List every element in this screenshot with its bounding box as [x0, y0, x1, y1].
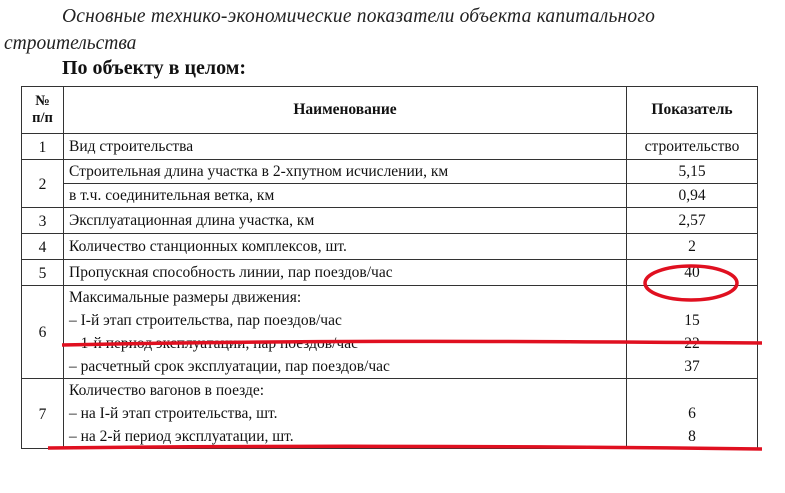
table-row: [22, 260, 758, 286]
row-name: в т.ч. соединительная ветка, км: [64, 184, 627, 208]
caption-line-1: Основные технико-экономические показатели объекта капитального: [62, 6, 656, 27]
row-name: Строительная длина участка в 2-хпутном исчислении, км: [64, 160, 627, 184]
row-value: строительство: [627, 134, 758, 160]
header-value: Показатель: [627, 87, 758, 134]
header-number: [22, 87, 64, 134]
row-number: 6: [22, 286, 64, 379]
table-row: [22, 208, 758, 234]
header-name: Наименование: [64, 87, 627, 134]
row-value: 2: [627, 234, 758, 260]
group-item-value: 37: [684, 358, 700, 375]
row-name: Пропускная способность линии, пар поездов/час: [64, 260, 627, 286]
table-row-group-6: [22, 286, 758, 379]
table-row: [22, 160, 758, 184]
row-number: 3: [22, 208, 64, 234]
table-row: [22, 134, 758, 160]
group-item-value: 15: [684, 312, 700, 329]
group-item-name: – I-й этап строительства, пар поездов/час: [69, 312, 342, 329]
group-item-name: – 1-й период эксплуатации, пар поездов/час: [69, 335, 358, 352]
table-header-row: [22, 87, 758, 134]
group-item-name: – расчетный срок эксплуатации, пар поездов/час: [69, 358, 390, 375]
section-subheading: По объекту в целом:: [62, 57, 247, 79]
row-number: 4: [22, 234, 64, 260]
group-item-name: – на 2-й период эксплуатации, шт.: [69, 428, 294, 445]
group-title: Максимальные размеры движения:: [69, 289, 302, 306]
row-value: 0,94: [627, 184, 758, 208]
row-name: Вид строительства: [64, 134, 627, 160]
table-row-group-7: [22, 379, 758, 449]
group-item-value: 8: [688, 428, 696, 445]
row-number: 2: [22, 160, 64, 208]
row-number: 1: [22, 134, 64, 160]
group-title: Количество вагонов в поезде:: [69, 382, 265, 399]
row-value: 5,15: [627, 160, 758, 184]
group-item-name: – на I-й этап строительства, шт.: [69, 405, 278, 422]
row-value-circled: 40: [627, 260, 758, 286]
group-item-value: 6: [688, 405, 696, 422]
indicators-table: [21, 86, 758, 449]
table-row: [22, 184, 758, 208]
group-7-cell: [64, 379, 627, 449]
row-name: Эксплуатационная длина участка, км: [64, 208, 627, 234]
header-number-top: №: [35, 93, 50, 109]
row-number: 5: [22, 260, 64, 286]
group-6-cell: [64, 286, 627, 379]
row-name: Количество станционных комплексов, шт.: [64, 234, 627, 260]
header-number-bottom: п/п: [32, 110, 53, 126]
table-row: [22, 234, 758, 260]
row-value: 2,57: [627, 208, 758, 234]
row-number: 7: [22, 379, 64, 449]
document-caption: [4, 3, 782, 57]
group-7-values: [627, 379, 758, 449]
group-item-value: 22: [684, 335, 700, 352]
group-6-values: [627, 286, 758, 379]
caption-line-2: строительства: [4, 33, 137, 54]
